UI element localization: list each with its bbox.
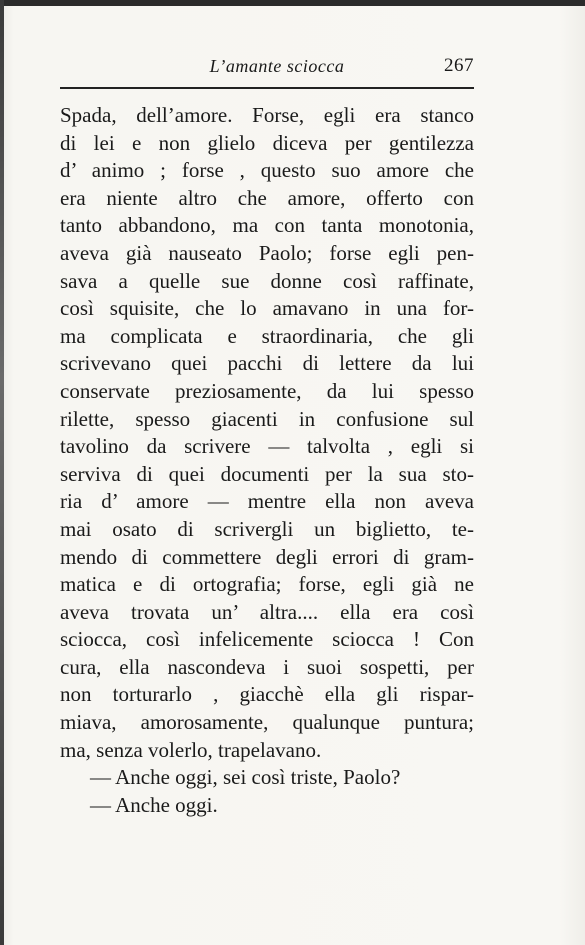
page-number: 267: [444, 55, 474, 76]
text-line: ma, senza volerlo, trapelavano.: [60, 737, 322, 762]
text-line: ma complicata e straordinaria, che gli: [60, 323, 474, 348]
dialogue-line: — Anche oggi, sei così triste, Paolo?: [90, 765, 401, 790]
dialogue-line: — Anche oggi.: [90, 792, 218, 817]
text-line: serviva di quei documenti per la sua sto-: [60, 461, 474, 486]
text-line: matica e di ortografia; forse, egli già ne: [60, 572, 474, 597]
text-line: sciocca, così infelicemente sciocca ! Con: [60, 627, 474, 652]
page-top-edge: [0, 0, 585, 6]
text-line: Spada, dell’amore. Forse, egli era stanco: [60, 103, 474, 127]
text-line: non torturarlo , giacchè ella gli rispar-: [60, 682, 474, 707]
text-line: rilette, spesso giacenti in confusione sul: [60, 406, 474, 431]
text-line: tanto abbandono, ma con tanta monotonia,: [60, 213, 474, 238]
text-line: mai osato di scrivergli un biglietto, te-: [60, 516, 474, 541]
text-line: d’ animo ; forse , questo suo amore che: [60, 158, 474, 183]
text-line: aveva trovata un’ altra.... ella era così: [60, 599, 474, 624]
text-line: era niente altro che amore, offerto con: [60, 185, 474, 210]
text-line: miava, amorosamente, qualunque puntura;: [60, 710, 474, 735]
text-line: ria d’ amore — mentre ella non aveva: [60, 489, 474, 514]
text-line: tavolino da scrivere — talvolta , egli si: [60, 434, 474, 459]
text-line: così squisite, che lo amavano in una for-: [60, 296, 474, 321]
text-line: sava a quelle sue donne così raffinate,: [60, 268, 474, 293]
header-rule: [60, 87, 474, 89]
text-line: mendo di commettere degli errori di gram-: [60, 544, 474, 569]
text-line: cura, ella nascondeva i suoi sospetti, per: [60, 654, 474, 679]
page-binding-edge: [0, 0, 4, 945]
text-line: aveva già nauseato Paolo; forse egli pen-: [60, 240, 474, 265]
text-line: scrivevano quei pacchi di lettere da lui: [60, 351, 474, 376]
running-title: L’amante sciocca: [209, 56, 345, 76]
body-text: [60, 102, 474, 819]
page-header: [60, 56, 474, 86]
text-line: di lei e non glielo diceva per gentilezza: [60, 130, 474, 155]
text-line: conservate preziosamente, da lui spesso: [60, 378, 474, 403]
